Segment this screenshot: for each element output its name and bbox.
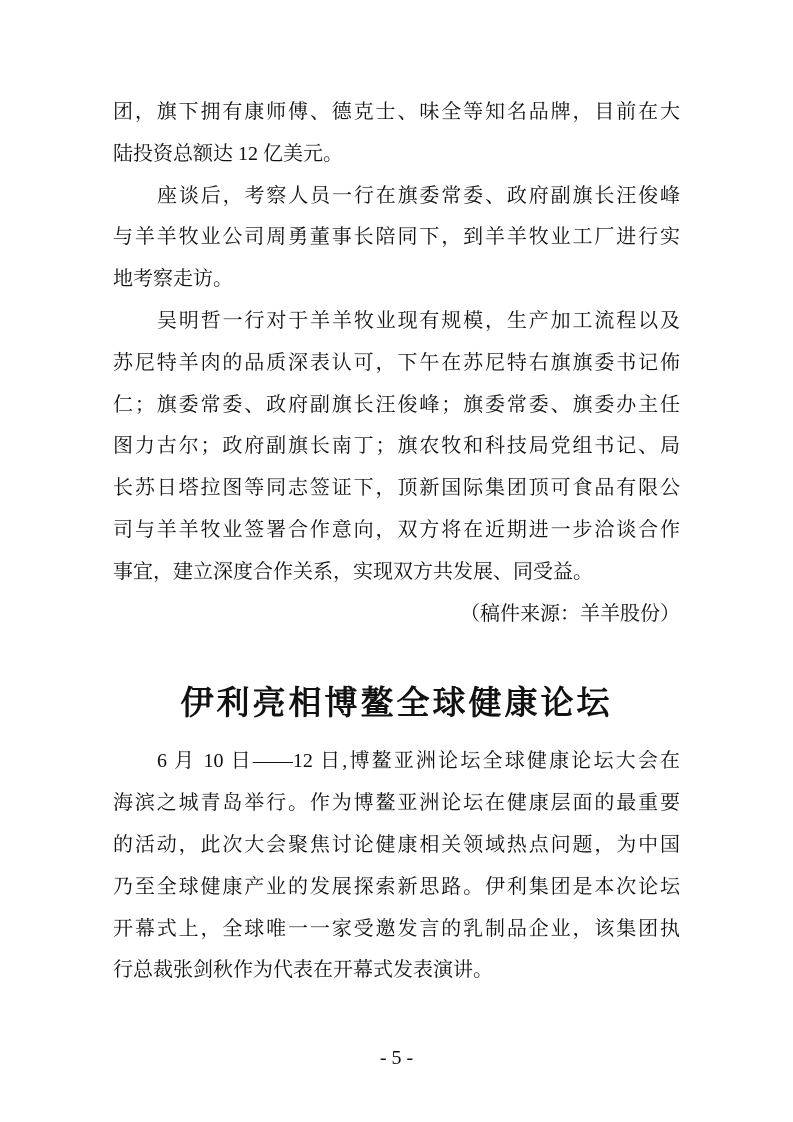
- text-line: 团，旗下拥有康师傅、德克士、味全等知名品牌，目前在大: [113, 101, 680, 123]
- text-line: （稿件来源：羊羊股份）: [460, 602, 680, 625]
- document-body: [113, 92, 680, 992]
- text-line: 长苏日塔拉图等同志签证下，顶新国际集团顶可食品有限公: [113, 477, 680, 500]
- text-line: 地考察走访。: [113, 268, 233, 291]
- paragraph-boao-forum: [113, 741, 680, 992]
- text-line: 图力古尔；政府副旗长南丁；旗农牧和科技局党组书记、局: [113, 435, 680, 458]
- paragraph-cooperation-signing: [113, 301, 680, 594]
- text-line: 的活动，此次大会聚焦讨论健康相关领域热点问题，为中国: [113, 833, 680, 856]
- paragraph-visit-continuation: [113, 92, 680, 176]
- text-line: 6 月 10 日——12 日,博鳌亚洲论坛全球健康论坛大会在: [157, 750, 680, 773]
- source-credit-line: [113, 594, 680, 636]
- paragraph-factory-visit: [113, 176, 680, 301]
- text-line: 仁；旗委常委、政府副旗长汪俊峰；旗委常委、旗委办主任: [113, 393, 680, 416]
- text-line: 陆投资总额达 12 亿美元。: [113, 142, 343, 165]
- text-line: 事宜，建立深度合作关系，实现双方共发展、同受益。: [113, 560, 593, 583]
- text-line: 司与羊羊牧业签署合作意向，双方将在近期进一步洽谈合作: [113, 518, 680, 541]
- text-line: 伊利亮相博鳌全球健康论坛: [180, 686, 613, 723]
- article-title-yili-boao: [113, 679, 680, 729]
- text-line: 苏尼特羊肉的品质深表认可，下午在苏尼特右旗旗委书记佈: [113, 351, 680, 374]
- text-line: 吴明哲一行对于羊羊牧业现有规模，生产加工流程以及: [157, 309, 680, 332]
- text-line: 与羊羊牧业公司周勇董事长陪同下，到羊羊牧业工厂进行实: [113, 226, 680, 249]
- text-line: 行总裁张剑秋作为代表在开幕式发表演讲。: [113, 959, 493, 982]
- text-line: 乃至全球健康产业的发展探索新思路。伊利集团是本次论坛: [113, 875, 680, 898]
- text-line: 座谈后，考察人员一行在旗委常委、政府副旗长汪俊峰: [157, 184, 680, 207]
- text-line: 海滨之城青岛举行。作为博鳌亚洲论坛在健康层面的最重要: [113, 792, 680, 815]
- text-line: 开幕式上，全球唯一一家受邀发言的乳制品企业，该集团执: [113, 917, 680, 940]
- page-number: - 5 -: [379, 1047, 414, 1069]
